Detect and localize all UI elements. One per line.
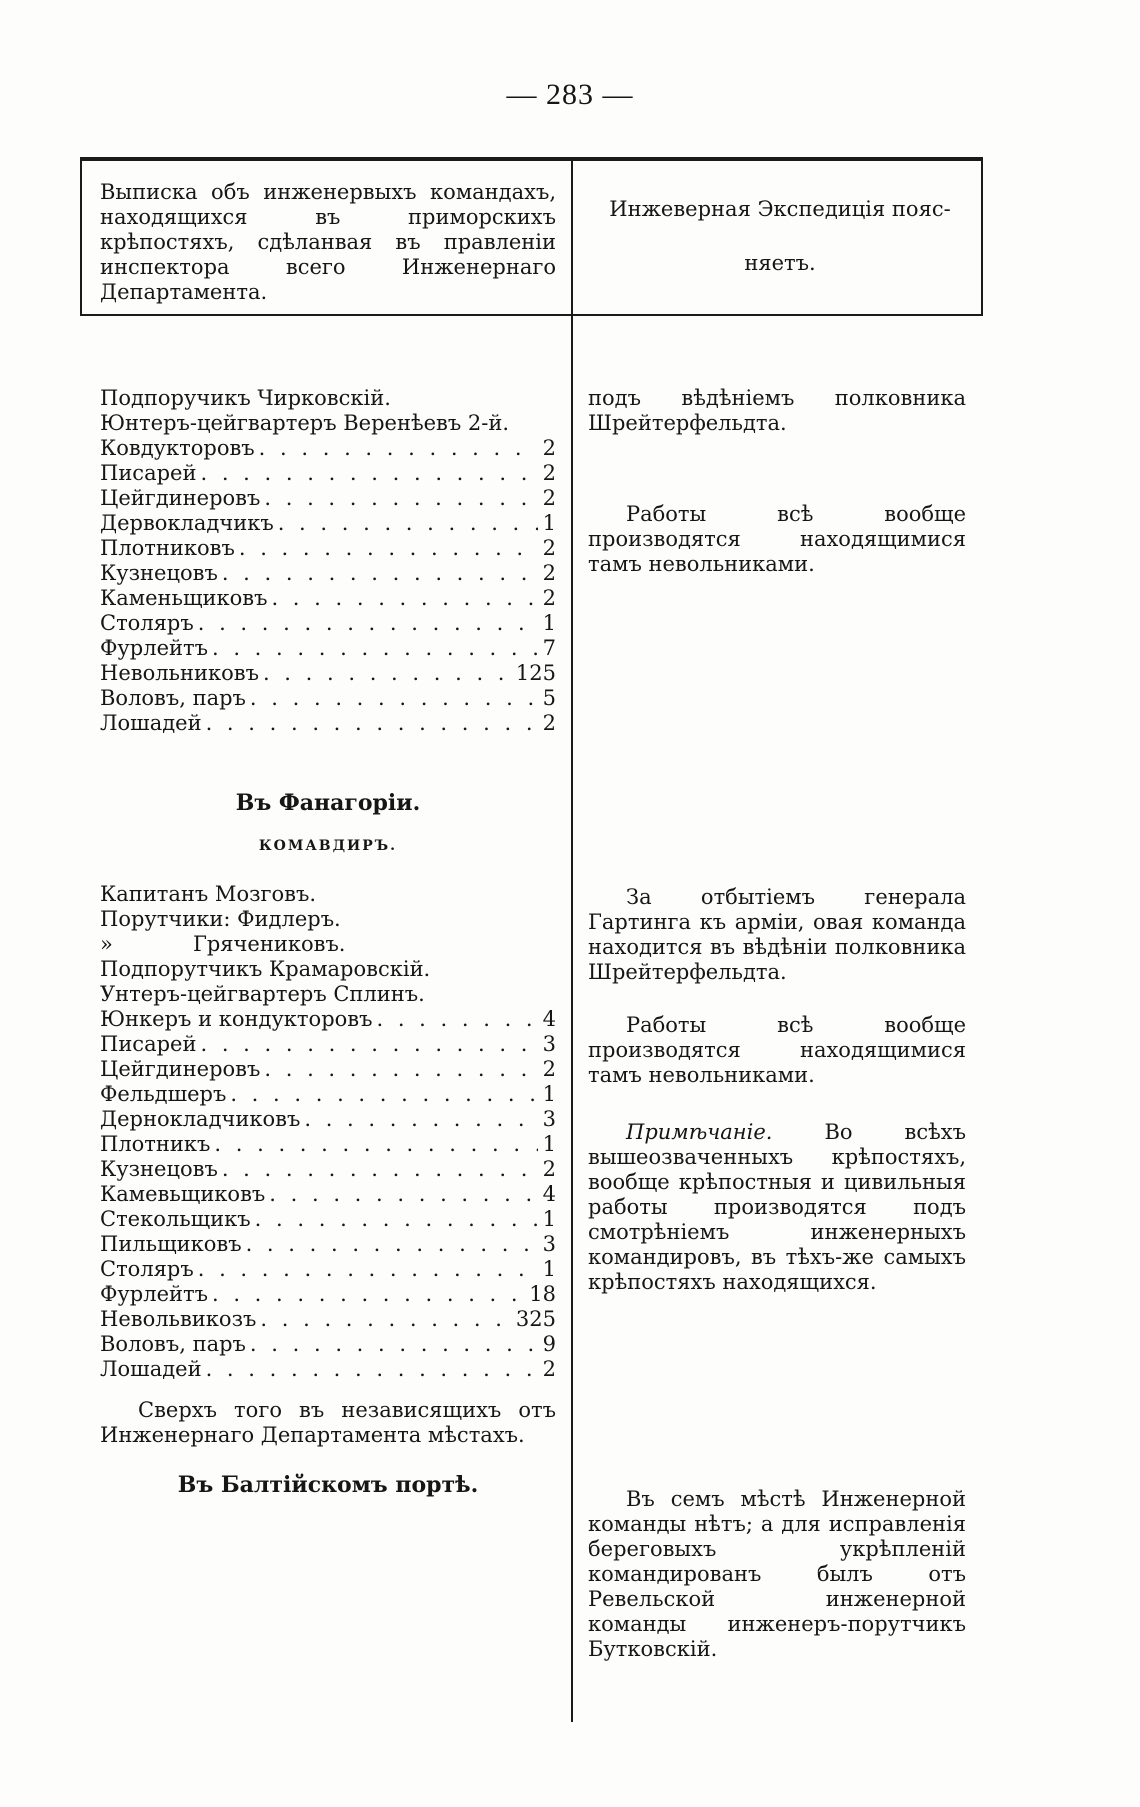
list-item: Лошадей . . . 2 [100, 1357, 556, 1382]
list-item: Юнкеръ и кондукторовъ . . . 4 [100, 1007, 556, 1032]
list-item: Писарей . . . 2 [100, 461, 556, 486]
list-item: Воловъ, паръ . . . 5 [100, 686, 556, 711]
table-rule-top [80, 157, 983, 161]
right-column [588, 386, 966, 1662]
section2-officer: Унтеръ-цейгвартеръ Сплинъ. [100, 982, 425, 1006]
note-label: Примѣчаніе. [626, 1120, 773, 1144]
list-item: Кузнецовъ . . . 2 [100, 1157, 556, 1182]
section2-note-a: За отбытіемъ генерала Гартинга къ арміи, овая команда находится въ вѣдѣніи полковника Шрейтерфельдта. [588, 885, 966, 984]
list-item: Камевьщиковъ . . . 4 [100, 1182, 556, 1207]
section2-subtitle: КОМАВДИРЪ. [258, 838, 398, 854]
section2-officer: Порутчики: Фидлеръ. [100, 907, 341, 931]
section1-list [100, 436, 556, 736]
section2-note-b: Работы всѣ вообще производятся находящимися тамъ невольниками. [588, 1013, 966, 1087]
section1-note-b: Работы всѣ вообще производятся находящимися тамъ невольниками. [588, 502, 966, 576]
list-item: Цейгдинеровъ . . . 2 [100, 1057, 556, 1082]
section2-title: Въ Фанагоріи. [235, 790, 421, 816]
page-number: — 283 — [506, 78, 634, 111]
list-item: Лошадей . . . 2 [100, 711, 556, 736]
left-column [100, 386, 556, 1500]
list-item: Фурлейтъ . . . 18 [100, 1282, 556, 1307]
list-item: Дервокладчикъ . . . 1 [100, 511, 556, 536]
list-item: Плотникъ . . . 1 [100, 1132, 556, 1157]
section2-officer: Капитанъ Мозговъ. [100, 882, 317, 906]
list-item: Писарей . . . 3 [100, 1032, 556, 1057]
list-item: Кузнецовъ . . . 2 [100, 561, 556, 586]
section2-officers [100, 882, 556, 1007]
table-rule-left [80, 159, 82, 315]
list-item: Пильщиковъ . . . 3 [100, 1232, 556, 1257]
note-text: Во всѣхъ вышеозваченныхъ крѣпостяхъ, вообще крѣпостныя и цивильныя работы производятся подъ смотрѣніемъ инженерныхъ командировъ, въ тѣхъ-же самыхъ крѣпостяхъ находящихся. [588, 1120, 966, 1294]
list-item: Каменьщиковъ . . . 2 [100, 586, 556, 611]
section2-officer: » Грячениковъ. [100, 932, 346, 956]
list-item: Невольвикозъ . . . 325 [100, 1307, 556, 1332]
section2-note-c [588, 1120, 966, 1295]
list-item: Столяръ . . . 1 [100, 1257, 556, 1282]
header-right [595, 196, 965, 276]
table-rule-header [80, 314, 983, 316]
section2-list [100, 1007, 556, 1382]
list-item: Невольниковъ . . . 125 [100, 661, 556, 686]
section1-officer: Подпоручикъ Чирковскій. [100, 386, 391, 410]
table-rule-right [981, 159, 983, 315]
section3-note: Въ семъ мѣстѣ Инженерной команды нѣтъ; а для исправленія береговыхъ укрѣпленій командированъ былъ отъ Ревельской инженерной команды инженеръ-порутчикъ Бутковскій. [588, 1487, 966, 1661]
header-right-line1: Инжеверная Экспедиція пояс- [609, 197, 951, 221]
section1-officer: Юнтеръ-цейгвартеръ Веренѣевъ 2-й. [100, 411, 510, 435]
list-item: Плотниковъ . . . 2 [100, 536, 556, 561]
list-item: Воловъ, паръ . . . 9 [100, 1332, 556, 1357]
list-item: Дернокладчиковъ . . . 3 [100, 1107, 556, 1132]
section3-title: Въ Балтійскомъ портѣ. [177, 1472, 479, 1498]
list-item: Фельдшеръ . . . 1 [100, 1082, 556, 1107]
table-rule-middle [571, 159, 573, 1722]
list-item: Столяръ . . . 1 [100, 611, 556, 636]
list-item: Фурлейтъ . . . 7 [100, 636, 556, 661]
section3-intro: Сверхъ того въ независящихъ отъ Инженернаго Департамента мѣстахъ. [100, 1398, 556, 1447]
list-item: Цейгдинеровъ . . . 2 [100, 486, 556, 511]
section2-officer: Подпорутчикъ Крамаровскій. [100, 957, 431, 981]
header-left: Выписка объ инженервыхъ командахъ, находящихся въ приморскихъ крѣпостяхъ, сдѣланвая въ правленіи инспектора всего Инженернаго Департамента. [100, 180, 556, 304]
header-right-line2: няетъ. [744, 251, 816, 275]
section1-note-a: подъ вѣдѣніемъ полковника Шрейтерфельдта. [588, 386, 966, 435]
list-item: Ковдукторовъ . . . 2 [100, 436, 556, 461]
list-item: Стекольщикъ . . . 1 [100, 1207, 556, 1232]
